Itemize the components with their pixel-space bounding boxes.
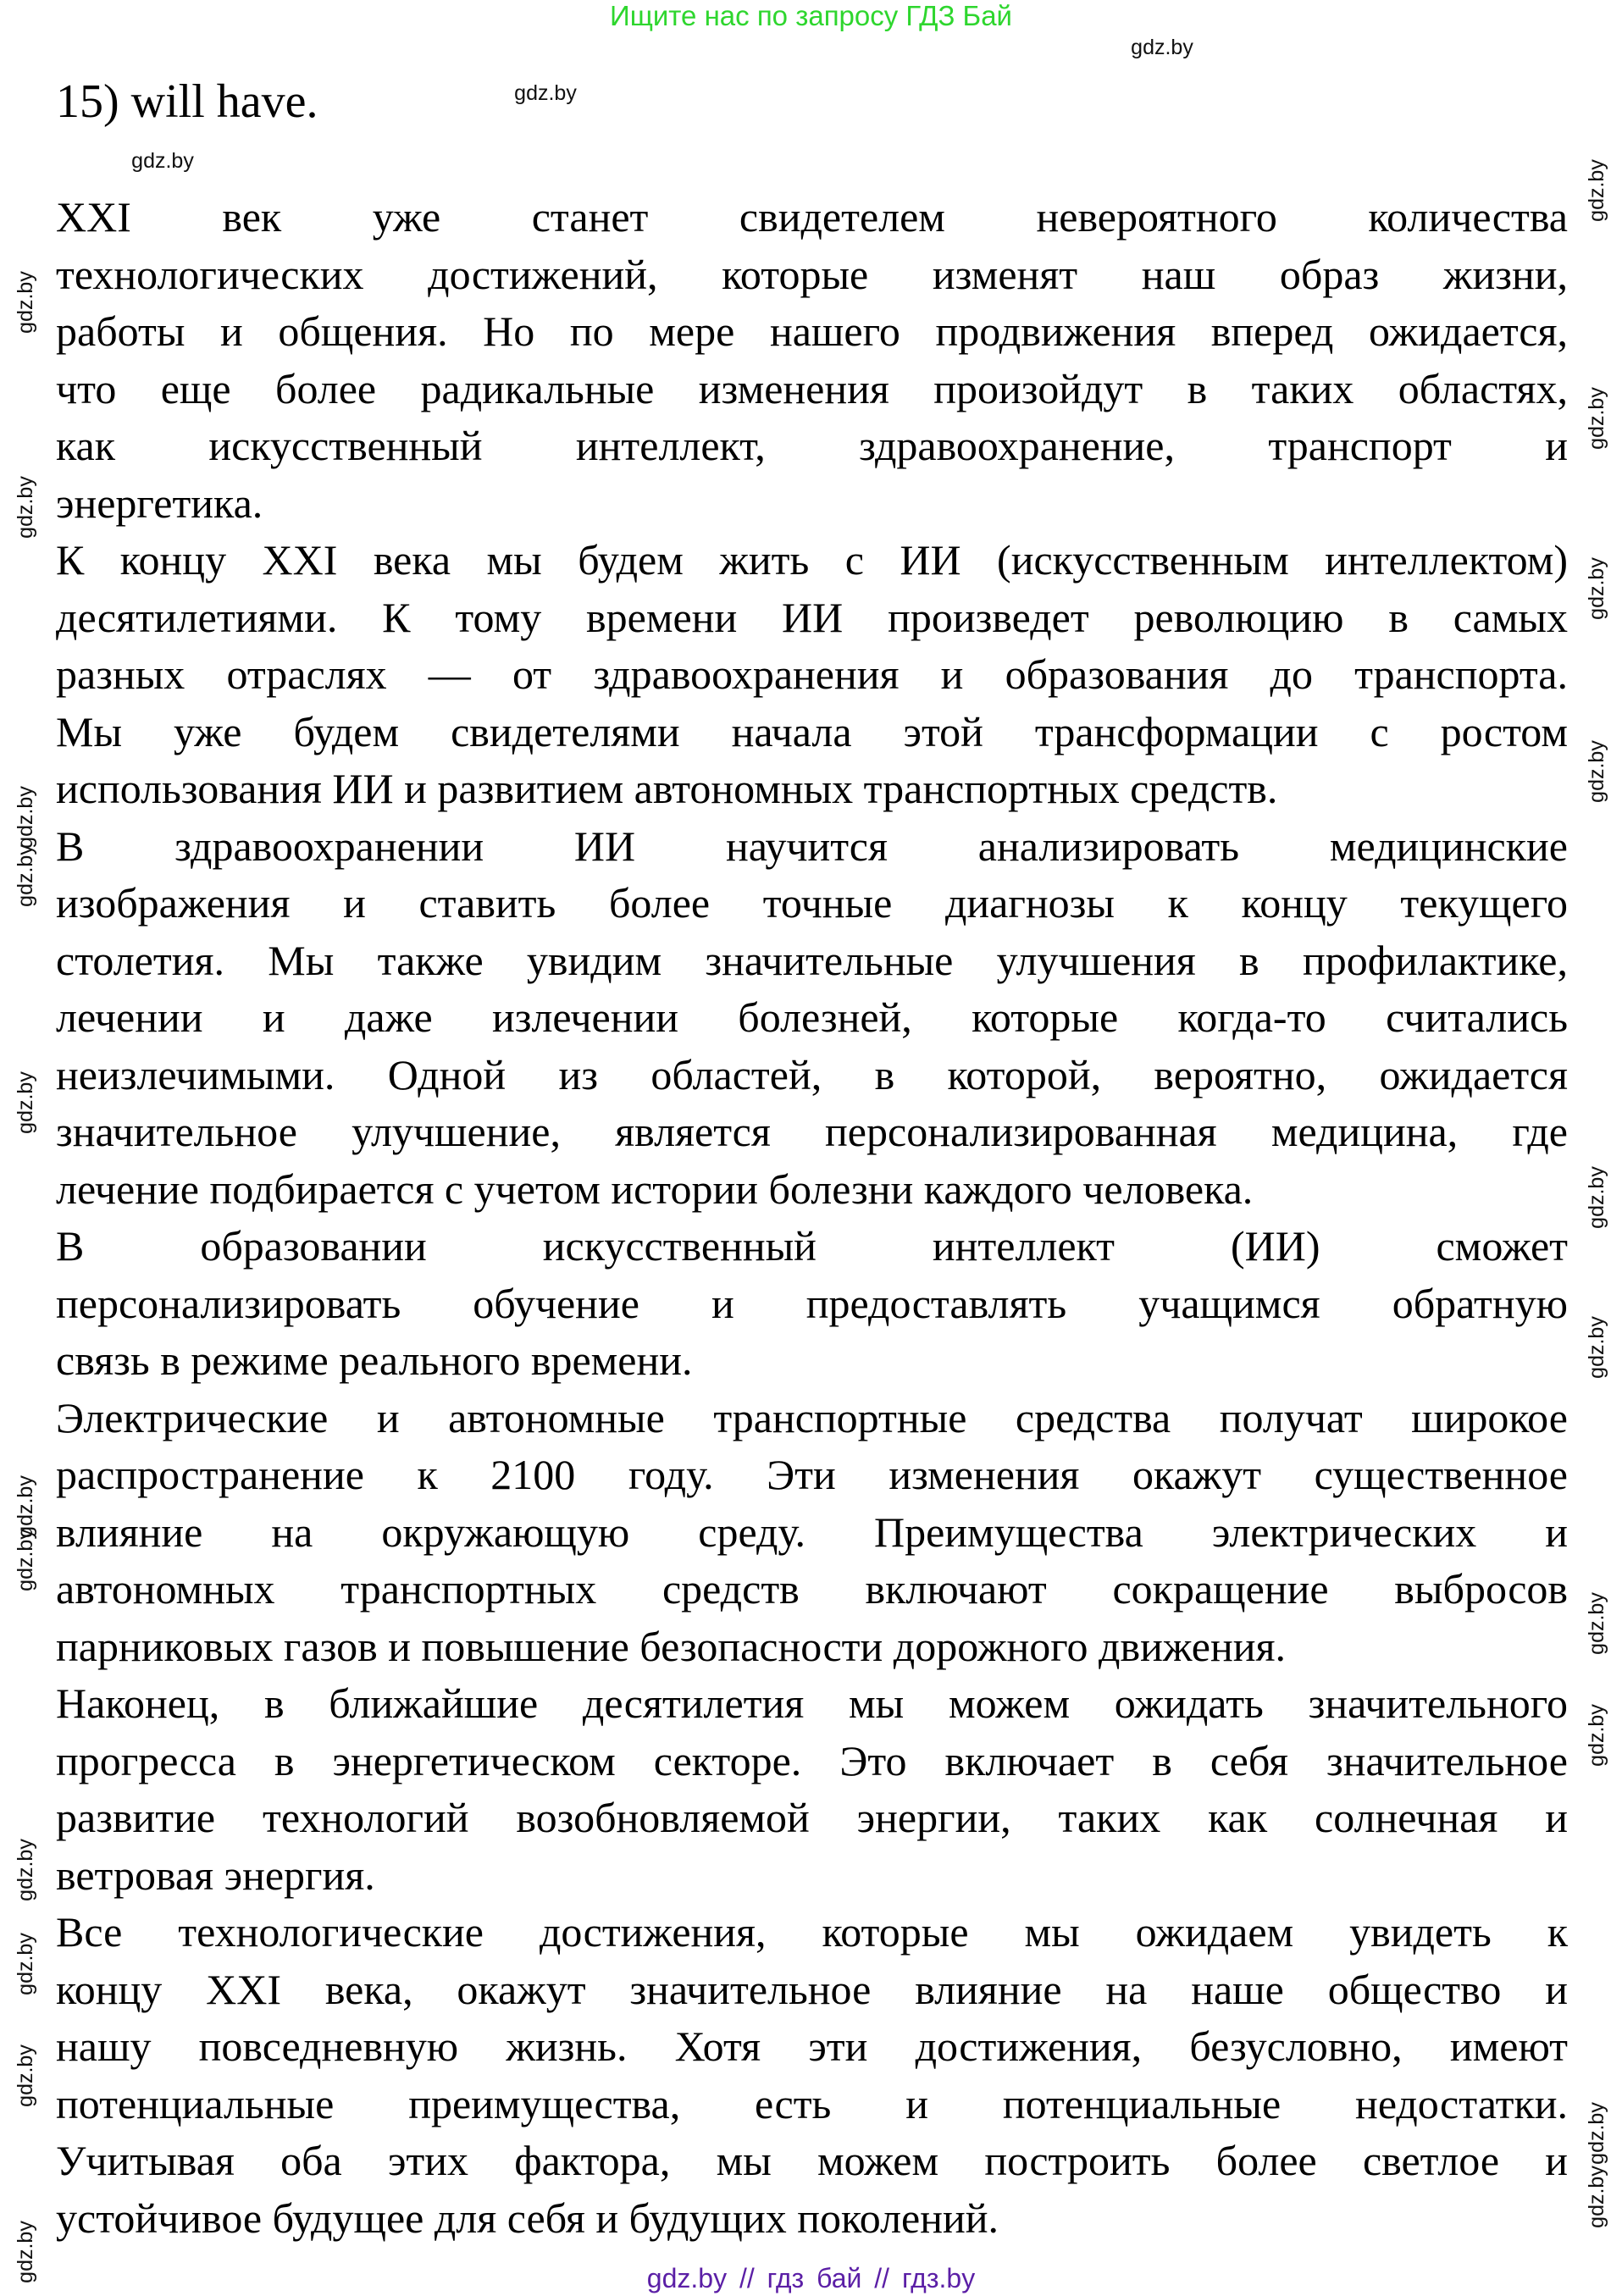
search-banner[interactable]: Ищите нас по запросу ГДЗ Бай [610, 0, 1012, 31]
text-line: разных отраслях — от здравоохранения и образования до транспорта. [56, 650, 1568, 698]
text-line: использования ИИ и развитием автономных транспортных средств. [56, 765, 1278, 812]
text-line: Электрические и автономные транспортные средства получат широкое [56, 1393, 1568, 1441]
text-line: XXI век уже станет свидетелем невероятного количества [56, 193, 1568, 241]
watermark-text: gdz.by [14, 1071, 37, 1134]
watermark-text: gdz.by [14, 2044, 37, 2107]
watermark-text: gdz.by [1585, 159, 1608, 222]
text-line: концу XXI века, окажут значительное влияние на наше общество и [56, 1965, 1568, 2013]
answer-title: 15) will have. [56, 75, 318, 128]
watermark-text: gdz.by [1585, 740, 1608, 803]
text-line: десятилетиями. К тому времени ИИ произведет революцию в самых [56, 593, 1568, 641]
watermark-text: gdz.by [1585, 2166, 1608, 2228]
text-line: связь в режиме реального времени. [56, 1336, 693, 1384]
watermark-text: gdz.by [14, 1475, 37, 1538]
text-line: Все технологические достижения, которые мы ожидаем увидеть к [56, 1908, 1568, 1956]
text-line: Мы уже будем свидетелями начала этой трансформации с ростом [56, 707, 1568, 755]
watermark-text: gdz.by [1131, 36, 1193, 59]
watermark-text: gdz.by [14, 844, 37, 907]
text-line: устойчивое будущее для себя и будущих поколений. [56, 2194, 999, 2242]
text-line: прогресса в энергетическом секторе. Это включает в себя значительное [56, 1736, 1568, 1784]
watermark-text: gdz.by [1585, 1704, 1608, 1767]
watermark-text: gdz.by [14, 271, 37, 334]
text-line: что еще более радикальные изменения произойдут в таких областях, [56, 364, 1568, 412]
text-line: Учитывая оба этих фактора, мы можем построить более светлое и [56, 2137, 1568, 2184]
text-line: развитие технологий возобновляемой энергии, таких как солнечная и [56, 1794, 1568, 1841]
text-line: автономных транспортных средств включают сокращение выбросов [56, 1565, 1568, 1613]
text-line: влияние на окружающую среду. Преимущества электрических и [56, 1508, 1568, 1556]
watermark-text: gdz.by [1585, 557, 1608, 620]
text-line: изображения и ставить более точные диагнозы к концу текущего [56, 879, 1568, 927]
text-line: неизлечимыми. Одной из областей, в которой, вероятно, ожидается [56, 1050, 1568, 1098]
watermark-text: gdz.by [1585, 1316, 1608, 1379]
text-line: нашу повседневную жизнь. Хотя эти достижения, безусловно, имеют [56, 2022, 1568, 2070]
text-line: технологических достижений, которые изменят наш образ жизни, [56, 250, 1568, 298]
text-line: Наконец, в ближайшие десятилетия мы можем ожидать значительного [56, 1679, 1568, 1727]
text-line: В здравоохранении ИИ научится анализировать медицинские [56, 822, 1568, 870]
text-line: энергетика. [56, 479, 263, 527]
text-line: персонализировать обучение и предоставлять учащимся обратную [56, 1279, 1568, 1327]
watermark-text: gdz.by [1585, 2102, 1608, 2165]
watermark-text: gdz.by [14, 2221, 37, 2283]
watermark-text: gdz.by [14, 1933, 37, 1995]
footer-links[interactable]: gdz.by // гдз бай // гдз.by [646, 2263, 976, 2293]
text-line: ветровая энергия. [56, 1851, 375, 1899]
text-line: распространение к 2100 году. Эти изменения окажут существенное [56, 1451, 1568, 1498]
text-line: значительное улучшение, является персонализированная медицина, где [56, 1108, 1568, 1155]
watermark-text: gdz.by [514, 81, 577, 105]
text-line: как искусственный интеллект, здравоохранение, транспорт и [56, 422, 1568, 469]
text-line: парниковых газов и повышение безопасности дорожного движения. [56, 1622, 1286, 1670]
watermark-text: gdz.by [131, 149, 194, 173]
watermark-text: gdz.by [14, 1529, 37, 1591]
watermark-text: gdz.by [14, 786, 37, 849]
text-line: К концу XXI века мы будем жить с ИИ (искусственным интеллектом) [56, 536, 1568, 584]
watermark-text: gdz.by [1585, 387, 1608, 450]
text-line: потенциальные преимущества, есть и потенциальные недостатки. [56, 2079, 1568, 2127]
text-line: В образовании искусственный интеллект (ИИ) сможет [56, 1222, 1568, 1270]
text-line: лечении и даже излечении болезней, которые когда-то считались [56, 993, 1568, 1041]
watermark-text: gdz.by [1585, 1166, 1608, 1229]
watermark-text: gdz.by [14, 1839, 37, 1901]
watermark-text: gdz.by [14, 476, 37, 539]
text-line: лечение подбирается с учетом истории болезни каждого человека. [56, 1165, 1254, 1213]
watermark-text: gdz.by [1585, 1592, 1608, 1655]
text-line: столетия. Мы также увидим значительные улучшения в профилактике, [56, 936, 1568, 984]
text-line: работы и общения. Но по мере нашего продвижения вперед ожидается, [56, 307, 1568, 355]
